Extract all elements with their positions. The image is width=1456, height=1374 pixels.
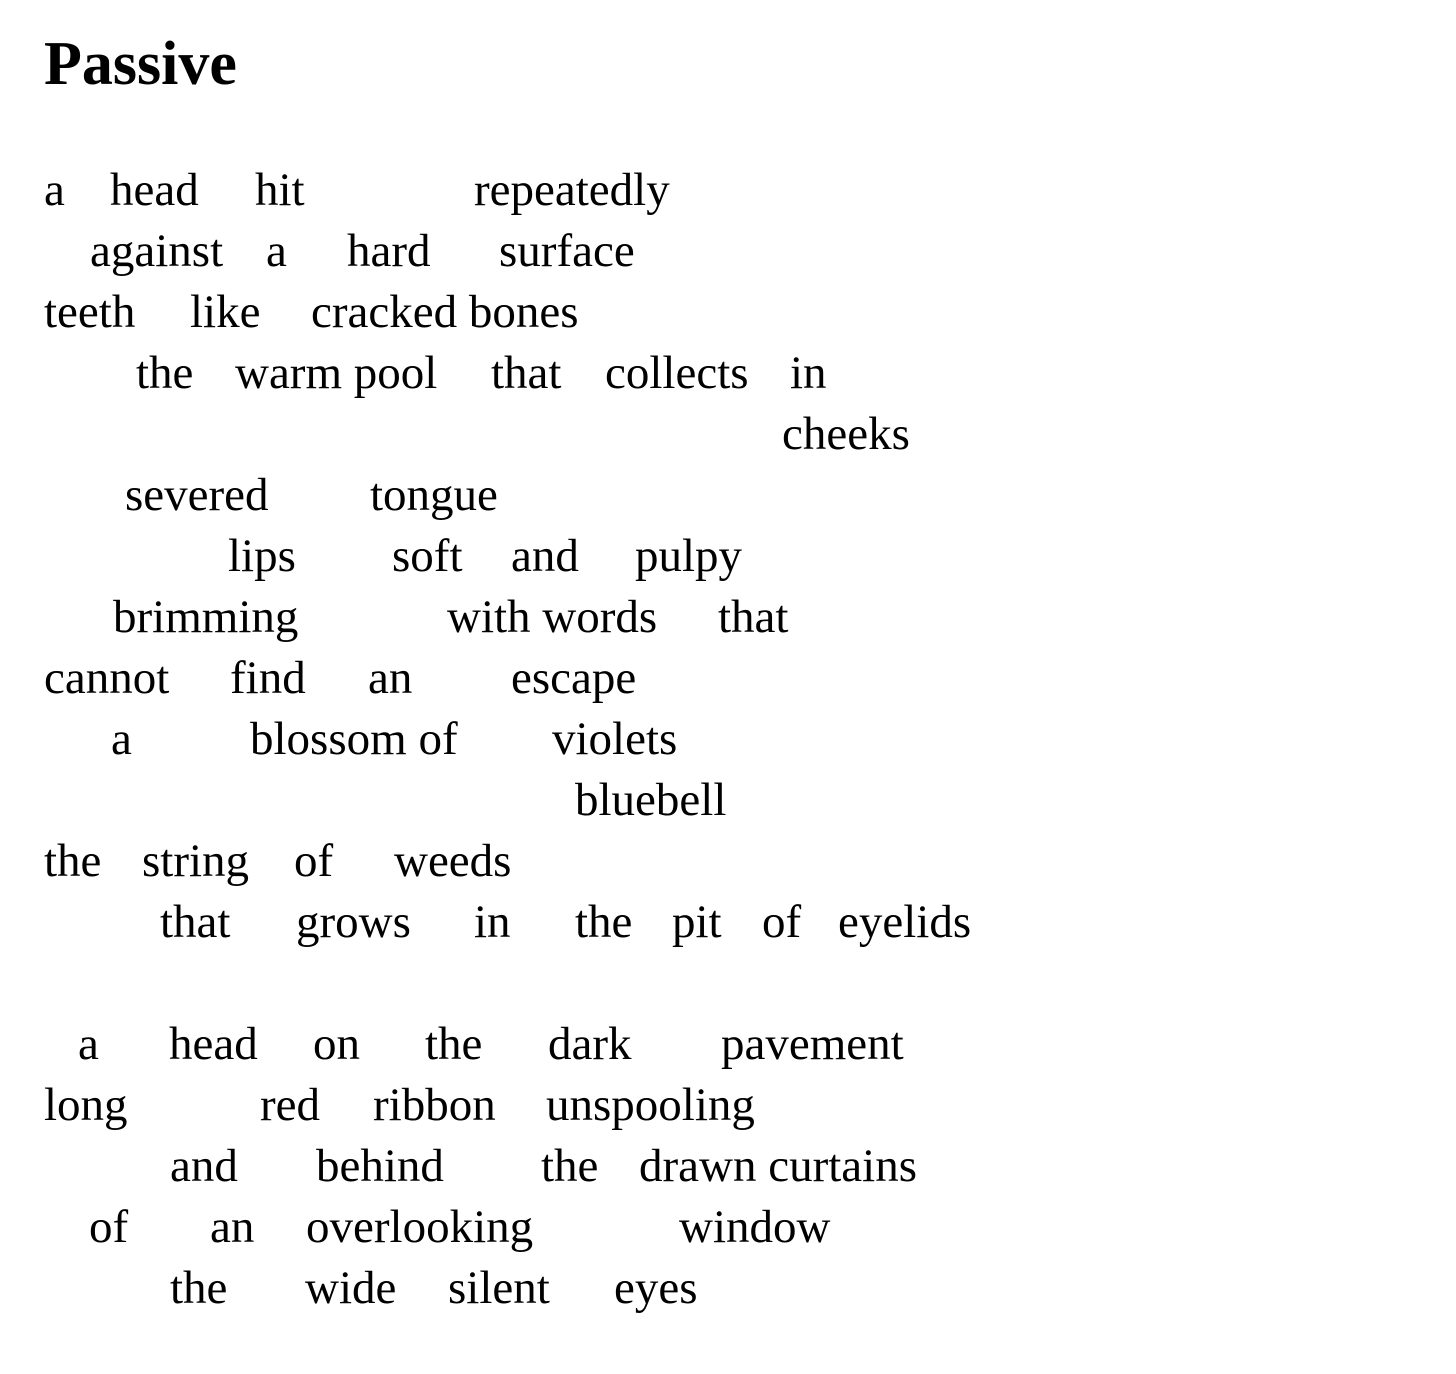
poem-word: surface — [499, 225, 635, 277]
poem-word: eyes — [614, 1262, 698, 1314]
poem-word: tongue — [370, 469, 498, 521]
poem-word: escape — [511, 652, 637, 704]
poem-word: pavement — [721, 1018, 904, 1070]
poem-word: soft — [392, 530, 463, 582]
poem-word: head — [169, 1018, 258, 1070]
poem-word: on — [313, 1018, 360, 1070]
poem-word: in — [474, 896, 511, 948]
poem-word: weeds — [394, 835, 512, 887]
poem-word: window — [679, 1201, 831, 1253]
poem-word: brimming — [113, 591, 299, 643]
poem-word: head — [110, 164, 199, 216]
poem-word: and — [170, 1140, 238, 1192]
poem-word: dark — [548, 1018, 632, 1070]
poem-word: ribbon — [373, 1079, 496, 1131]
poem-word: hit — [255, 164, 305, 216]
poem-word: severed — [125, 469, 269, 521]
poem-word: hard — [347, 225, 431, 277]
poem-word: the — [575, 896, 633, 948]
poem-word: that — [718, 591, 789, 643]
poem-word: the — [136, 347, 194, 399]
poem-word: wide — [305, 1262, 397, 1314]
poem-word: against — [90, 225, 224, 277]
poem-word: the — [425, 1018, 483, 1070]
poem-word: the — [170, 1262, 228, 1314]
poem-word: of — [89, 1201, 129, 1253]
poem-word: unspooling — [546, 1079, 755, 1131]
poem-word: cheeks — [782, 408, 910, 460]
poem-word: cannot — [44, 652, 170, 704]
poem-word: and — [511, 530, 579, 582]
poem-word: an — [210, 1201, 255, 1253]
poem-word: of — [762, 896, 802, 948]
poem-word: a — [78, 1018, 99, 1070]
poem-word: that — [160, 896, 231, 948]
poem-word: warm pool — [235, 347, 438, 399]
poem-word: behind — [316, 1140, 444, 1192]
poem-word: repeatedly — [474, 164, 670, 216]
poem-word: cracked bones — [311, 286, 579, 338]
poem-word: like — [190, 286, 261, 338]
poem-word: a — [44, 164, 65, 216]
poem-word: that — [491, 347, 562, 399]
poem-word: violets — [552, 713, 678, 765]
poem-title: Passive — [44, 30, 237, 98]
poem-word: of — [294, 835, 334, 887]
poem-word: pit — [672, 896, 722, 948]
poem-word: long — [44, 1079, 128, 1131]
poem-word: red — [260, 1079, 321, 1131]
poem-word: bluebell — [575, 774, 727, 826]
poem-word: drawn curtains — [639, 1140, 917, 1192]
poem-word: in — [790, 347, 827, 399]
poem-word: teeth — [44, 286, 136, 338]
poem-word: overlooking — [306, 1201, 534, 1253]
poem-word: lips — [228, 530, 296, 582]
poem-word: an — [368, 652, 413, 704]
poem-word: pulpy — [635, 530, 743, 582]
poem-word: with words — [447, 591, 658, 643]
poem-word: string — [142, 835, 250, 887]
poem-word: find — [230, 652, 306, 704]
poem-word: the — [44, 835, 102, 887]
poem-word: blossom of — [250, 713, 458, 765]
poem-word: eyelids — [838, 896, 972, 948]
poem-word: collects — [605, 347, 749, 399]
poem-word: grows — [296, 896, 411, 948]
poem-word: the — [541, 1140, 599, 1192]
poem-word: a — [111, 713, 132, 765]
poem-word: a — [266, 225, 287, 277]
poem-word: silent — [448, 1262, 550, 1314]
